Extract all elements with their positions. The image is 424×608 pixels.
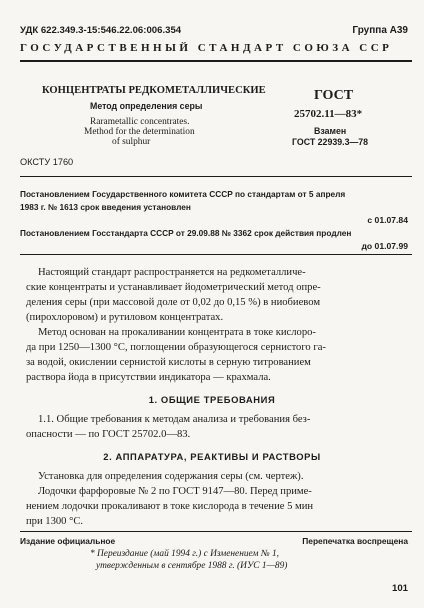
- standard-banner: ГОСУДАРСТВЕННЫЙ СТАНДАРТ СОЮЗА ССР: [20, 42, 393, 54]
- section-1-line: опасности — по ГОСТ 25702.0—83.: [26, 429, 191, 440]
- method-line: Метод основан на прокаливании концентрата в токе кислоро-: [38, 327, 316, 338]
- okstu-rule: [20, 176, 412, 177]
- method-line: да при 1250—1300 °С, поглощении образующегося сернистого га-: [26, 342, 326, 353]
- title-en-line-2: Method for the determination: [84, 127, 195, 137]
- page-number: 101: [391, 583, 408, 594]
- section-2-line: Лодочки фарфоровые № 2 по ГОСТ 9147—80. Перед приме-: [38, 486, 312, 497]
- footnote-line-2: утвержденным в сентябре 1988 г. (ИУС 1—89): [96, 561, 288, 571]
- gost-label: ГОСТ: [314, 88, 354, 103]
- section-1-line: 1.1. Общие требования к методам анализа и требования без-: [38, 414, 311, 425]
- section-2-paragraph: [26, 469, 408, 529]
- footer-rule: [20, 531, 412, 532]
- decree-line-2: 1983 г. № 1613 срок введения установлен: [20, 202, 191, 212]
- decree-line-1: Постановлением Государственного комитета СССР по стандартам от 5 апреля: [20, 189, 346, 199]
- section-2-line: нением лодочки прокаливают в токе кислорода в течение 5 мин: [26, 501, 314, 512]
- udk-code: УДК 622.349.3-15:546.22.06:006.354: [20, 25, 182, 36]
- decree-date-1: с 01.07.84: [367, 215, 408, 225]
- reprint-note: Перепечатка воспрещена: [302, 536, 408, 546]
- intro-line: Настоящий стандарт распространяется на редкометалличе-: [38, 267, 306, 278]
- method-line: за водой, окислении сернистой кислоты в серную титрованием: [26, 357, 311, 368]
- edition-note: Издание официальное: [20, 536, 116, 546]
- intro-paragraph: [26, 265, 408, 325]
- section-2-title: 2. АППАРАТУРА, РЕАКТИВЫ И РАСТВОРЫ: [103, 451, 321, 462]
- replaces-label: Взамен: [314, 126, 347, 136]
- header-rule: [20, 60, 412, 62]
- footnote-line-1: * Переиздание (май 1994 г.) с Изменением № 1,: [90, 549, 280, 559]
- title-en-line-1: Rarametallic concentrates.: [90, 117, 190, 127]
- title-ru: КОНЦЕНТРАТЫ РЕДКОМЕТАЛЛИЧЕСКИЕ: [42, 85, 266, 96]
- intro-line: (пирохлоровом) и рутиловом концентратах.: [26, 312, 224, 323]
- decree-rule: [20, 254, 412, 255]
- replaces-value: ГОСТ 22939.3—78: [292, 137, 369, 147]
- decree-line-3: Постановлением Госстандарта СССР от 29.09.88 № 3362 срок действия продлен: [20, 228, 352, 238]
- okstu-code: ОКСТУ 1760: [20, 157, 74, 167]
- section-1-paragraph: [26, 412, 408, 442]
- intro-line: деления серы (при массовой доле от 0,02 до 0,15 %) в ниобиевом: [26, 297, 321, 308]
- decree-date-2: до 01.07.99: [361, 241, 408, 251]
- gost-number: 25702.11—83*: [294, 108, 363, 120]
- intro-line: ские концентраты и устанавливает йодометрический метод опре-: [26, 282, 321, 293]
- method-paragraph: [26, 325, 408, 385]
- title-en-line-3: of sulphur: [112, 137, 151, 147]
- group-code: Группа А39: [352, 25, 408, 36]
- section-2-line: Установка для определения содержания серы (см. чертеж).: [38, 471, 304, 482]
- section-2-line: при 1300 °С.: [26, 516, 84, 527]
- section-1-title: 1. ОБЩИЕ ТРЕБОВАНИЯ: [148, 394, 276, 405]
- method-line: раствора йода в присутствии индикатора — крахмала.: [26, 372, 271, 383]
- subtitle-ru: Метод определения серы: [90, 101, 203, 111]
